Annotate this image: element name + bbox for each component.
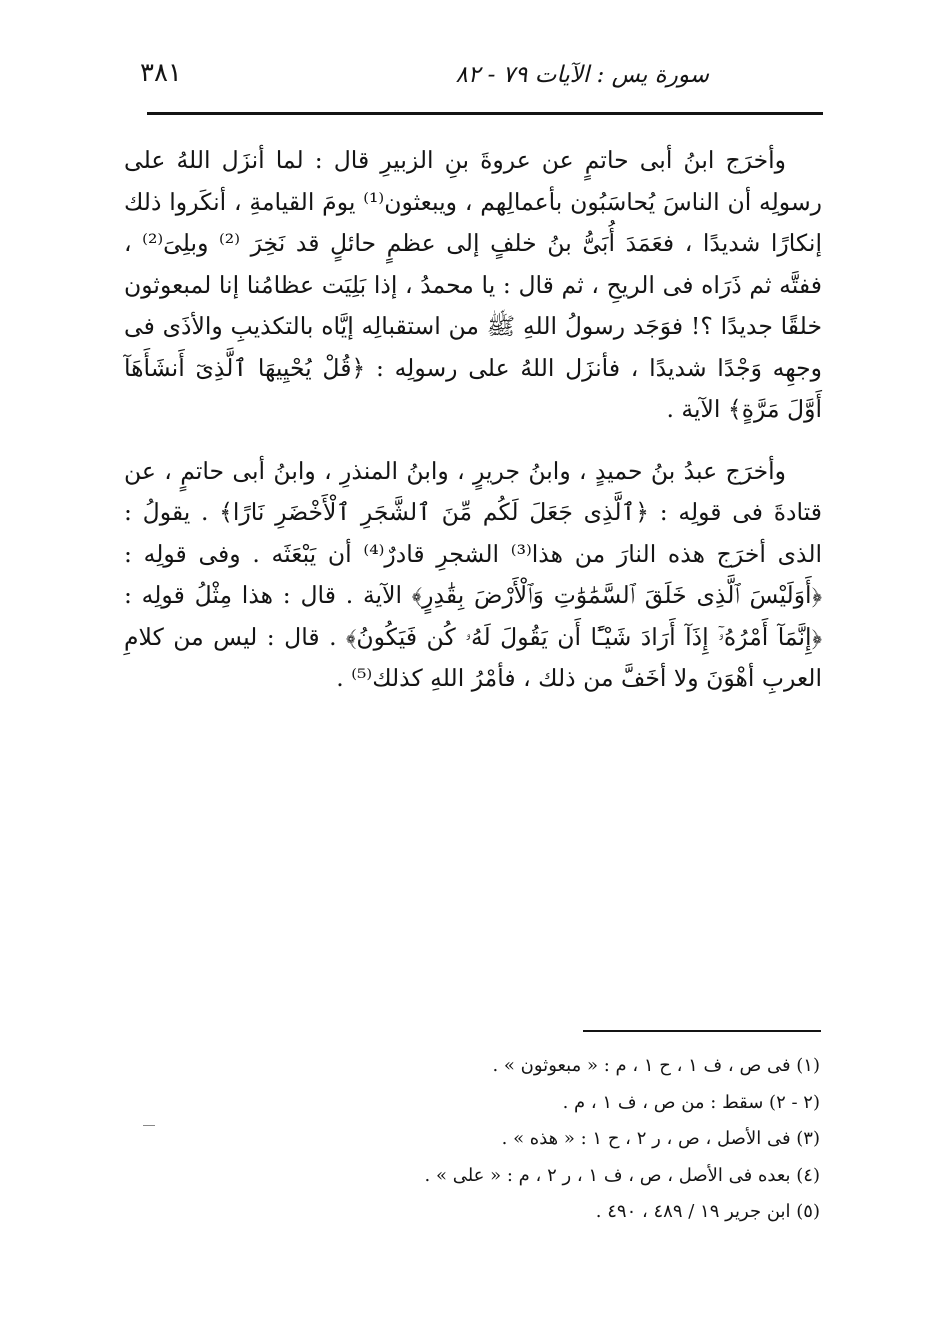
footnote: (٣) فى الأصل ، ص ، ر ٢ ، ح ١ : « هذه » . [501,1128,820,1149]
footnotes [200,1048,820,1231]
body-text [124,140,822,720]
paragraph: وأخرَج ابنُ أبى حاتمٍ عن عروةَ بنِ الزبيرِ قال : لما أنزَل اللهُ على رسولِه أن الناسَ يُحاسَبُون بأعمالِهم ، ويبعثون⁽¹⁾ يومَ القيامةِ ، أنكَروا ذلك إنكارًا شديدًا ، فعَمَدَ أُبَىُّ بنُ خلفٍ إلى عظمٍ حائلٍ قد نَخِرَ ⁽²⁾ وبلِىَ⁽²⁾ ، ففتَّه ثم ذَرَاه فى الريحِ ، ثم قال : يا محمدُ ، إذا بَلِيَت عظامُنا إنا لمبعوثون خلقًا جديدًا ؟! فوَجَد رسولُ اللهِ ﷺ من استقبالِه إيَّاه بالتكذيبِ والأذَى فى وجهِه وَجْدًا شديدًا ، فأنزَل اللهُ على رسولِه : ﴿قُلْ يُحْيِيهَا ٱلَّذِىٓ أَنشَأَهَآ أَوَّلَ مَرَّةٍ﴾ الآية . [124,146,822,423]
footnote-rule [583,1030,821,1032]
stray-mark [143,1125,155,1126]
header-rule [147,112,823,115]
footnote: (١) فى ص ، ف ١ ، ح ١ ، م : « مبعوثون » . [492,1055,820,1076]
footnote: (٤) بعده فى الأصل ، ص ، ف ١ ، ر ٢ ، م : « على » . [424,1164,820,1186]
footnote: (٢ - ٢) سقط : من ص ، ف ١ ، م . [562,1091,820,1113]
paragraph: وأخرَج عبدُ بنُ حميدٍ ، وابنُ جريرٍ ، وابنُ المنذرِ ، وابنُ أبى حاتمٍ ، عن قتادةَ فى قولِه : ﴿ٱلَّذِى جَعَلَ لَكُم مِّنَ ٱلشَّجَرِ ٱلْأَخْضَرِ نَارًا﴾ . يقولُ : الذى أخرَج هذه النارَ من هذا⁽³⁾ الشجرِ قادرٌ⁽⁴⁾ أن يَبْعَثَه . وفى قولِه : ﴿أَوَلَيْسَ ٱلَّذِى خَلَقَ ٱلسَّمَٰوَٰتِ وَٱلْأَرْضَ بِقَٰدِرٍ﴾ الآية . قال : هذا مِثْلُ قولِه : ﴿إِنَّمَآ أَمْرُهُۥٓ إِذَآ أَرَادَ شَيْـًٔا أَن يَقُولَ لَهُۥ كُن فَيَكُونُ﴾ . قال : ليس من كلامِ العربِ أهْوَنَ ولا أخَفَّ من ذلك ، فأمْرُ اللهِ كذلك⁽⁵⁾ . [124,456,823,692]
page-number: ٣٨١ [140,58,182,88]
footnote: (٥) ابن جرير ١٩ / ٤٨٩ ، ٤٩٠ . [595,1201,820,1222]
running-title: سورة يس : الآيات ٧٩ - ٨٢ [455,62,709,88]
